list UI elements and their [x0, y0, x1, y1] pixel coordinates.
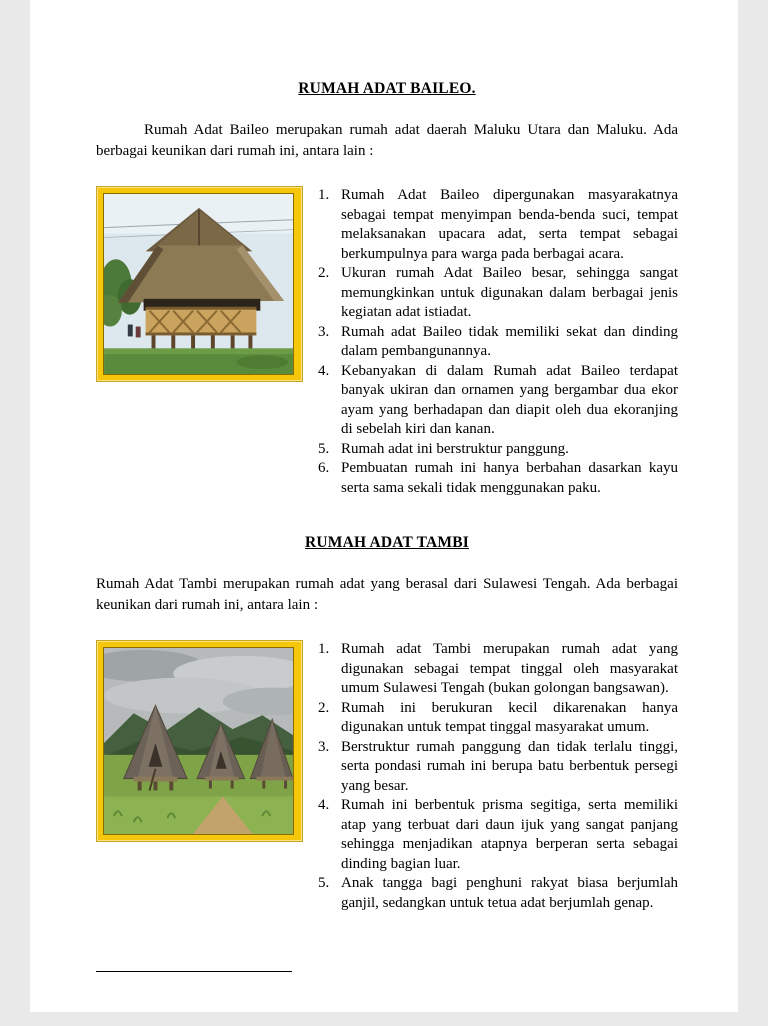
- list-item: [318, 874, 678, 913]
- list-item: [318, 459, 678, 498]
- item-number: 4.: [318, 797, 330, 813]
- item-text: Rumah ini berbentuk prisma segitiga, serta memiliki atap yang terbuat dari daun ijuk yang sangat panjang sehingga menjadikan atapnya berperan serta sebagai dinding bagian luar.: [341, 797, 678, 872]
- item-number: 5.: [318, 875, 330, 891]
- document-page: [30, 0, 738, 1012]
- baileo-photo-frame: [96, 186, 303, 382]
- item-number: 4.: [318, 362, 330, 379]
- section2-title: RUMAH ADAT TAMBI: [305, 534, 469, 551]
- list-item: [318, 323, 678, 362]
- list-item: [318, 440, 678, 460]
- item-text: Rumah adat ini berstruktur panggung.: [341, 440, 569, 457]
- item-number: 3.: [318, 738, 330, 755]
- item-text: Anak tangga bagi penghuni rakyat biasa berjumlah ganjil, sedangkan untuk tetua adat berjumlah genap.: [341, 875, 678, 911]
- item-number: 2.: [318, 265, 330, 281]
- item-text: Rumah adat Tambi merupakan rumah adat yang digunakan sebagai tempat tinggal oleh masyarakat umum Sulawesi Tengah (bukan golongan bangsawan).: [341, 641, 678, 696]
- item-number: 6.: [318, 460, 330, 476]
- section1-row: [96, 186, 678, 498]
- item-number: 3.: [318, 323, 330, 340]
- item-text: Berstruktur rumah panggung dan tidak terlalu tinggi, serta pondasi rumah ini berupa batu berbentuk persegi yang besar.: [341, 738, 678, 794]
- list-item: [318, 186, 678, 264]
- item-number: 1.: [318, 187, 330, 203]
- tambi-photo: [103, 647, 294, 835]
- section2-list: [318, 640, 678, 913]
- footnote-rule: [96, 971, 292, 972]
- baileo-photo: [103, 193, 294, 375]
- list-item: [318, 362, 678, 440]
- list-item: [318, 264, 678, 323]
- item-text: Ukuran rumah Adat Baileo besar, sehingga sangat memungkinkan untuk digunakan dalam berbagai jenis kegiatan adat istiadat.: [341, 265, 678, 320]
- list-item: [318, 699, 678, 738]
- tambi-photo-frame: [96, 640, 303, 842]
- list-item: [318, 640, 678, 699]
- list-item: [318, 796, 678, 874]
- section1-title: RUMAH ADAT BAILEO.: [298, 80, 476, 97]
- section2-list-column: [318, 640, 678, 913]
- section1-intro: Rumah Adat Baileo merupakan rumah adat daerah Maluku Utara dan Maluku. Ada berbagai keunikan dari rumah ini, antara lain :: [96, 122, 678, 159]
- item-number: 2.: [318, 699, 330, 716]
- item-text: Pembuatan rumah ini hanya berbahan dasarkan kayu serta sama sekali tidak menggunakan paku.: [341, 460, 678, 496]
- item-text: Kebanyakan di dalam Rumah adat Baileo terdapat banyak ukiran dan ornamen yang bergambar dua ekor ayam yang berhadapan dan diapit oleh dua ekoranjing di sebelah kiri dan kanan.: [341, 362, 678, 437]
- section1-photo-column: [96, 186, 303, 382]
- item-text: Rumah ini berukuran kecil dikarenakan hanya digunakan untuk tempat tinggal masyarakat umum.: [341, 699, 678, 735]
- section2-row: [96, 640, 678, 913]
- section2-photo-column: [96, 640, 303, 842]
- section1-list: [318, 186, 678, 498]
- item-text: Rumah Adat Baileo dipergunakan masyarakatnya sebagai tempat menyimpan benda-benda suci, tempat melaksanakan upacara adat, serta tempat sebagai berkumpulnya para warga pada berbagai acara.: [341, 187, 678, 262]
- section2-intro: Rumah Adat Tambi merupakan rumah adat yang berasal dari Sulawesi Tengah. Ada berbagai keunikan dari rumah ini, antara lain :: [96, 576, 678, 613]
- item-number: 1.: [318, 641, 330, 657]
- item-text: Rumah adat Baileo tidak memiliki sekat dan dinding dalam pembangunannya.: [341, 323, 678, 359]
- item-number: 5.: [318, 440, 330, 457]
- list-item: [318, 738, 678, 797]
- section1-list-column: [318, 186, 678, 498]
